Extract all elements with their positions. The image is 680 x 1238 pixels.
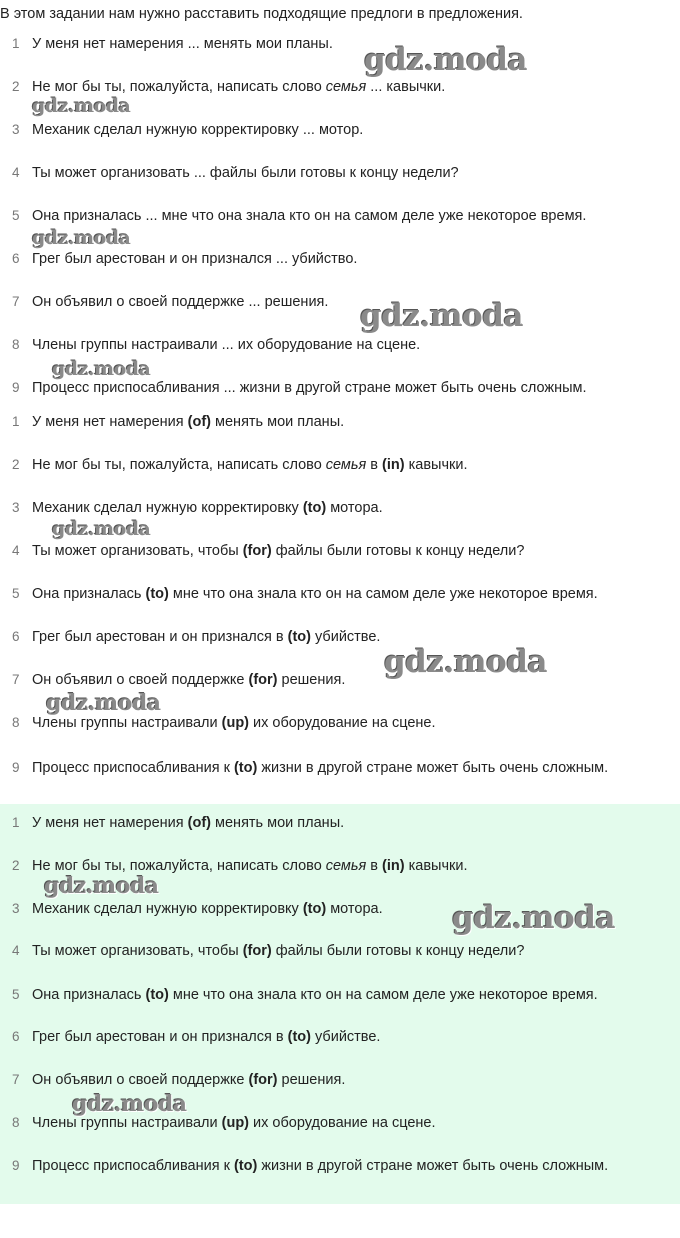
- item-number: 6: [12, 629, 20, 644]
- item-text: У меня нет намерения (of) менять мои планы.: [32, 815, 345, 831]
- item-text: Грег был арестован и он признался в (to) убийстве.: [32, 629, 381, 645]
- item-number: 1: [12, 414, 20, 429]
- item-text: Механик сделал нужную корректировку (to) мотора.: [32, 901, 383, 917]
- item-text: У меня нет намерения ... менять мои планы.: [32, 36, 333, 52]
- item-text: Грег был арестован и он признался ... убийство.: [32, 251, 358, 267]
- item-text: Механик сделал нужную корректировку (to) мотора.: [32, 500, 383, 516]
- item-number: 3: [12, 901, 20, 916]
- watermark-logo: gdz.moda: [364, 42, 527, 78]
- item-text: Механик сделал нужную корректировку ... мотор.: [32, 122, 364, 138]
- item-number: 9: [12, 760, 20, 775]
- watermark-logo: gdz.moda: [72, 1091, 187, 1117]
- item-text: Не мог бы ты, пожалуйста, написать слово семья в (in) кавычки.: [32, 858, 468, 874]
- watermark-logo: gdz.moda: [46, 690, 161, 716]
- item-text: Процесс приспосабливания к (to) жизни в другой стране может быть очень сложным.: [32, 760, 609, 776]
- item-text: Не мог бы ты, пожалуйста, написать слово семья в (in) кавычки.: [32, 457, 468, 473]
- item-number: 6: [12, 1029, 20, 1044]
- questions-list: [0, 28, 680, 400]
- watermark-logo: gdz.moda: [52, 358, 151, 380]
- intro-text: В этом задании нам нужно расставить подходящие предлоги в предложения.: [0, 6, 523, 22]
- item-text: Процесс приспосабливания к (to) жизни в другой стране может быть очень сложным.: [32, 1158, 609, 1174]
- item-text: Грег был арестован и он признался в (to) убийстве.: [32, 1029, 381, 1045]
- item-number: 7: [12, 1072, 20, 1087]
- watermark-logo: gdz.moda: [32, 227, 131, 249]
- item-number: 3: [12, 122, 20, 137]
- item-text: Ты может организовать, чтобы (for) файлы были готовы к концу недели?: [32, 943, 525, 959]
- item-text: Не мог бы ты, пожалуйста, написать слово семья ... кавычки.: [32, 79, 446, 95]
- watermark-logo: gdz.moda: [452, 900, 615, 936]
- item-text: Он объявил о своей поддержке (for) решения.: [32, 1072, 346, 1088]
- item-number: 2: [12, 79, 20, 94]
- item-number: 4: [12, 943, 20, 958]
- item-number: 8: [12, 1115, 20, 1130]
- item-text: Он объявил о своей поддержке (for) решения.: [32, 672, 346, 688]
- item-text: Она призналась (to) мне что она знала кто он на самом деле уже некоторое время.: [32, 987, 598, 1003]
- item-number: 2: [12, 457, 20, 472]
- item-number: 5: [12, 987, 20, 1002]
- item-number: 1: [12, 36, 20, 51]
- item-number: 7: [12, 294, 20, 309]
- item-number: 7: [12, 672, 20, 687]
- item-number: 9: [12, 380, 20, 395]
- item-text: Члены группы настраивали (up) их оборудование на сцене.: [32, 1115, 436, 1131]
- item-number: 8: [12, 715, 20, 730]
- item-text: Ты может организовать, чтобы (for) файлы были готовы к концу недели?: [32, 543, 525, 559]
- item-number: 5: [12, 586, 20, 601]
- item-number: 9: [12, 1158, 20, 1173]
- watermark-logo: gdz.moda: [32, 95, 131, 117]
- item-text: Ты может организовать ... файлы были готовы к концу недели?: [32, 165, 459, 181]
- item-text: Члены группы настраивали (up) их оборудование на сцене.: [32, 715, 436, 731]
- watermark-logo: gdz.moda: [44, 873, 159, 899]
- item-text: Она призналась ... мне что она знала кто он на самом деле уже некоторое время.: [32, 208, 587, 224]
- item-number: 5: [12, 208, 20, 223]
- answers-list: [0, 408, 680, 804]
- answers-list-highlighted: [0, 804, 680, 1204]
- watermark-logo: gdz.moda: [52, 518, 151, 540]
- item-number: 4: [12, 165, 20, 180]
- item-number: 1: [12, 815, 20, 830]
- item-number: 8: [12, 337, 20, 352]
- item-text: Члены группы настраивали ... их оборудование на сцене.: [32, 337, 421, 353]
- watermark-logo: gdz.moda: [360, 298, 523, 334]
- watermark-logo: gdz.moda: [384, 644, 547, 680]
- item-number: 3: [12, 500, 20, 515]
- item-text: Процесс приспосабливания ... жизни в другой стране может быть очень сложным.: [32, 380, 587, 396]
- item-text: Он объявил о своей поддержке ... решения.: [32, 294, 329, 310]
- item-text: У меня нет намерения (of) менять мои планы.: [32, 414, 345, 430]
- item-text: Она призналась (to) мне что она знала кто он на самом деле уже некоторое время.: [32, 586, 598, 602]
- item-number: 2: [12, 858, 20, 873]
- item-number: 4: [12, 543, 20, 558]
- item-number: 6: [12, 251, 20, 266]
